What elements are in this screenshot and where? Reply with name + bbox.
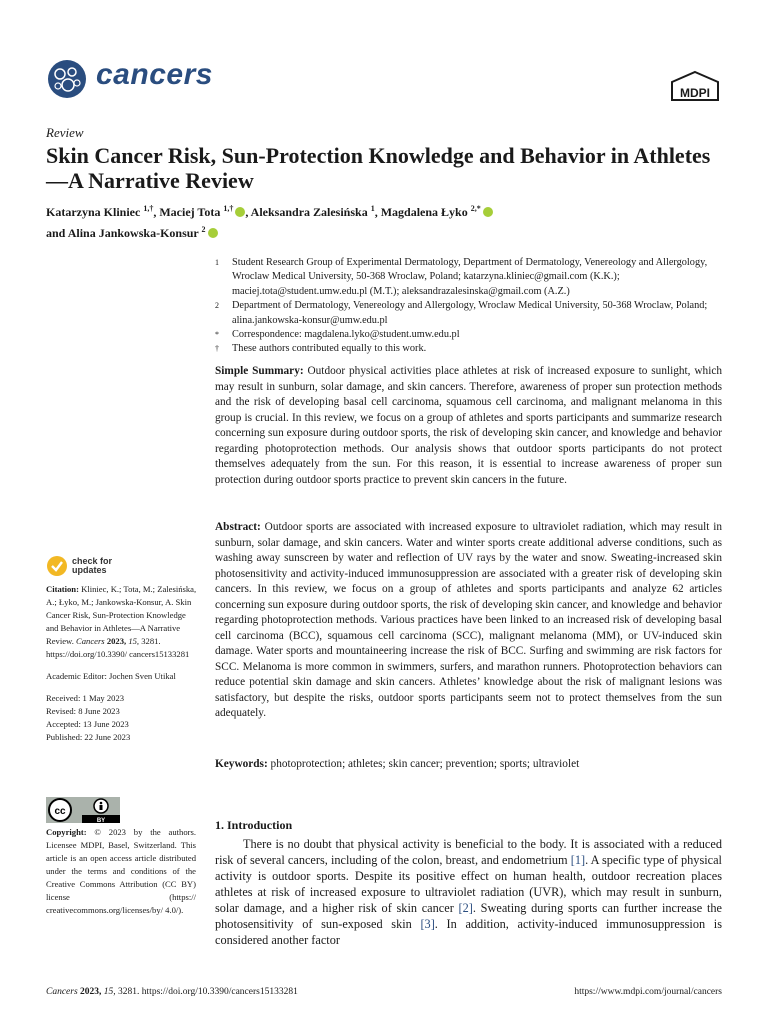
affiliation-item <box>215 328 725 342</box>
abstract <box>215 520 722 722</box>
footer-doi-link[interactable]: 3281. https://doi.org/10.3390/cancers15133281 <box>118 987 298 997</box>
simple-summary-text: Outdoor physical activities place athletes at risk of increased exposure to sunlight, which may result in sunburn, solar damage, and skin cancers. Therefore, awareness of proper sun protection methods and the risk of developing basal cell carcinoma, squamous cell carcinoma, and malignant melanoma in this group is crucial. In this review, we focus on a group of athletes and sports participants and summarize research concerning sun exposure during outdoor sports, the risk of developing skin cancer, and knowledge and behavior regarding photoprotection methods. Our analysis shows that outdoor sports participants do not protect themselves adequately from the sun. For this reason, it is essential to increase awareness of proper sun protection during outdoor sports practice to prevent skin cancers in the future. <box>215 365 722 486</box>
author-sup: 1,† <box>223 204 234 213</box>
date-published: Published: 22 June 2023 <box>46 732 131 742</box>
keywords-label: Keywords: <box>215 758 268 770</box>
orcid-icon[interactable] <box>235 207 245 217</box>
check-for-updates-button[interactable] <box>46 555 112 577</box>
by-text: BY <box>96 818 106 823</box>
affiliation-mark: 1 <box>215 258 219 267</box>
date-revised: Revised: 8 June 2023 <box>46 706 120 716</box>
sidebar-metadata <box>46 583 198 744</box>
citation-text: Kliniec, K.; Tota, M.; Zalesińska, A.; Łyko, M.; Jankowska-Konsur, A. Skin Cancer Risk, Sun-Protection Knowledge and Behavior in Athletes—A Narrative Review. <box>46 584 197 646</box>
journal-logo-icon <box>46 58 88 100</box>
journal-name: cancers <box>96 58 213 91</box>
footer-volume: 15, <box>103 987 116 997</box>
author-list: Katarzyna Kliniec $^{1,\dagger}$, Maciej Tota $^{1,\dagger}$ , Aleksandra Zalesińska $^1$, Magdalena Łyko $^{2,*}$ and Alina Jankowska-Konsur $^2$ <box>46 200 726 242</box>
citation <box>46 583 198 661</box>
reference-link[interactable]: [3] <box>420 917 435 931</box>
section-heading: 1. Introduction <box>215 818 293 832</box>
cc-by-license-badge[interactable] <box>46 797 120 823</box>
affiliation-item <box>215 256 725 299</box>
date-received: Received: 1 May 2023 <box>46 693 125 703</box>
academic-editor: Academic Editor: Jochen Sven Utikal <box>46 671 176 681</box>
keywords <box>215 757 722 773</box>
author-sup: 2,* <box>470 204 481 213</box>
author-name[interactable]: Alina Jankowska-Konsur <box>67 226 199 240</box>
author-conjunction: and <box>46 226 66 240</box>
affiliation-mark: 2 <box>215 301 219 311</box>
check-updates-line1: check for <box>72 556 113 566</box>
orcid-icon[interactable] <box>483 207 493 217</box>
citation-doi-link[interactable]: 3281. https://doi.org/10.3390/ cancers15133281 <box>46 636 190 659</box>
keywords-text: photoprotection; athletes; skin cancer; prevention; sports; ultraviolet <box>270 758 580 770</box>
reference-link[interactable]: [2] <box>458 901 473 915</box>
copyright-label: Copyright: <box>46 827 87 837</box>
citation-label: Citation: <box>46 584 79 594</box>
copyright-text: © 2023 by the authors. Licensee MDPI, Basel, Switzerland. This article is an open access article distributed under the terms and conditions of the Creative Commons Attribution (CC BY) license (https:// creativecommons.org/licenses/by/ 4.0/). <box>46 827 196 915</box>
intro-text: . Sweating during sports can further increase the photosensitivity of sun-exposed skin <box>215 901 722 931</box>
intro-text: There is no doubt that physical activity is beneficial to the body. It is associated with a reduced risk of several cancers, including of the colon, breast, and endometrium <box>215 837 722 867</box>
intro-text: . A specific type of physical activity is outdoor sports. Despite its positive effect on human health, outdoor recreation places athletes at risk of increased exposure to ultraviolet radiation (UVR), which may result in sunburn, solar damage, and a higher risk of skin cancer <box>215 853 722 915</box>
footer-journal-url[interactable]: https://www.mdpi.com/journal/cancers <box>574 987 722 997</box>
author-sup: 2 <box>201 225 206 234</box>
affiliation-text: Department of Dermatology, Venereology and Allergology, Wroclaw Medical University, 50-368 Wroclaw, Poland; alina.jankowska-konsur@umw.edu.pl <box>232 300 708 326</box>
footer-journal: Cancers <box>46 987 78 997</box>
citation-journal: Cancers <box>76 636 105 646</box>
reference-link[interactable]: [1] <box>570 853 586 867</box>
author-name[interactable]: Katarzyna Kliniec <box>46 205 141 219</box>
citation-year: 2023, <box>106 636 127 646</box>
author-sup: 1 <box>370 204 375 213</box>
check-updates-icon <box>46 555 68 577</box>
affiliation-text: Student Research Group of Experimental Dermatology, Department of Dermatology, Venereology and Allergology, Wroclaw Medical University, 50-368 Wroclaw, Poland; katarzyna.kliniec@gmail.com (K.K.); maciej.tota@student.umw.edu.pl (M.T.); aleksandrazalesinska@gmail.com (A.Z.) <box>232 257 708 297</box>
mdpi-logo-text: MDPI <box>680 86 710 100</box>
citation-volume: 15, <box>128 636 140 646</box>
date-accepted: Accepted: 13 June 2023 <box>46 719 129 729</box>
intro-text: . In addition, activity-induced immunosuppression is considered another factor <box>215 917 722 947</box>
affiliation-text: Correspondence: magdalena.lyko@student.umw.edu.pl <box>232 329 460 341</box>
copyright-notice <box>46 826 196 917</box>
author-sup: 1,† <box>143 204 154 213</box>
simple-summary <box>215 364 722 488</box>
cc-icon-text: cc <box>54 806 66 817</box>
affiliation-mark: † <box>215 344 219 354</box>
footer-citation <box>46 987 298 997</box>
article-title: Skin Cancer Risk, Sun-Protection Knowledge and Behavior in Athletes—A Narrative Review <box>46 143 711 193</box>
author-name[interactable]: Aleksandra Zalesińska <box>250 205 368 219</box>
check-updates-line2: updates <box>72 565 107 575</box>
abstract-text: Outdoor sports are associated with increased exposure to ultraviolet radiation, which may result in sunburn, solar damage, and skin cancers. Water and winter sports create additional adverse conditions, such as washing away sunscreen by water and reflection of UV rays by the water and snow. Sweating-increased skin photosensitivity and activity-induced immunosuppression are associated with a greater risk of developing skin cancers. In this review, we focus on a group of athletes and sports participants and analyze 62 articles concerning sun exposure during outdoor sports, the risk of developing skin cancer, and knowledge and behavior regarding photoprotection methods. Various practices have been linked to an increased risk of developing basal cell carcinoma (BCC), squamous cell carcinoma (SCC), malignant melanoma (MM), or UV-induced skin damage. Water sports and mountaineering increase the risk of BCC. Surfing and swimming are risk factors for SCC. Melanoma is more common in swimmers, surfers, and marathon runners. Photoprotection behaviors can reduce potential skin damage and skin cancers. Athletes’ knowledge about the risk of malignant lesions was satisfactory, but despite the risks, outdoor sports participants seem not to protect themselves from the sun adequately. <box>215 521 722 719</box>
affiliations <box>215 256 725 357</box>
affiliation-item <box>215 299 725 328</box>
abstract-label: Abstract: <box>215 521 261 533</box>
affiliation-mark: * <box>215 330 219 340</box>
introduction-paragraph <box>215 836 722 948</box>
check-updates-text <box>72 557 112 575</box>
footer-year: 2023, <box>80 987 102 997</box>
affiliation-text: These authors contributed equally to this work. <box>232 343 427 355</box>
affiliation-item <box>215 342 725 356</box>
author-name[interactable]: Magdalena Łyko <box>380 205 468 219</box>
simple-summary-label: Simple Summary: <box>215 365 304 377</box>
author-name[interactable]: Maciej Tota <box>159 205 221 219</box>
mdpi-logo <box>668 70 722 102</box>
article-type: Review <box>46 125 84 140</box>
orcid-icon[interactable] <box>208 228 218 238</box>
